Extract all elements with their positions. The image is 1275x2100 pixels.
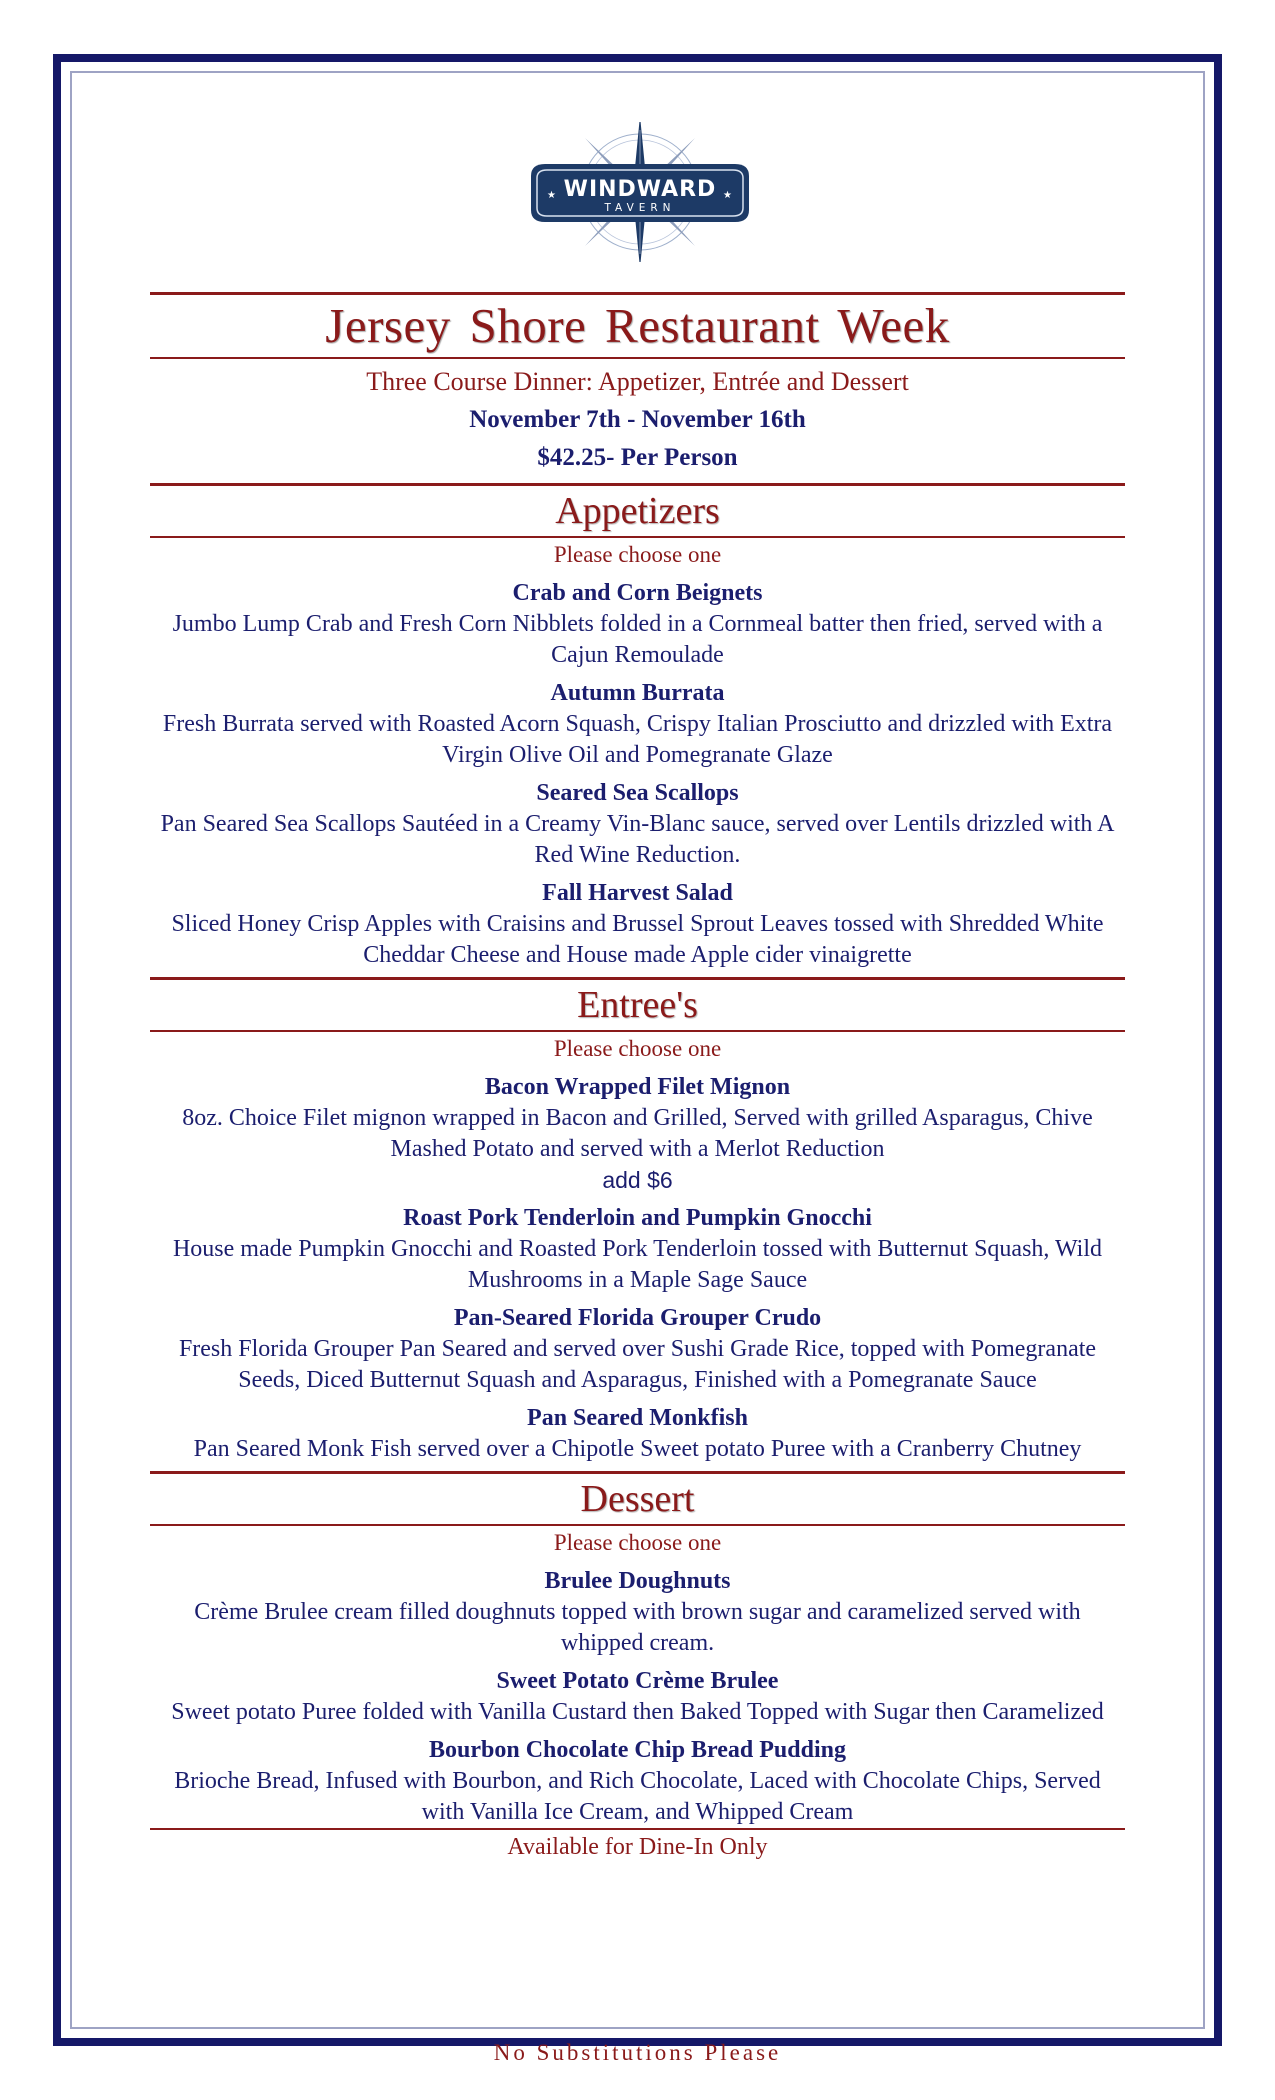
logo-banner: [531, 164, 749, 222]
menu-item-name: Pan Seared Monkfish: [527, 1405, 748, 1431]
menu-item-name: Pan-Seared Florida Grouper Crudo: [453, 1305, 822, 1331]
menu-item-name: Brulee Doughnuts: [544, 1568, 731, 1594]
menu-item-surcharge: add $6: [602, 1167, 673, 1193]
menu-dates: November 7th - November 16th: [469, 406, 806, 433]
section-entrees: [150, 977, 1125, 1465]
divider: [150, 357, 1125, 359]
menu-item-name: Bacon Wrapped Filet Mignon: [484, 1074, 791, 1100]
star-icon: ★: [547, 190, 556, 201]
windward-tavern-logo: [525, 122, 755, 264]
menu-item-description: House made Pumpkin Gnocchi and Roasted Pork Tenderloin tossed with Butternut Squash, Wild Mushrooms in a Maple Sage Sauce: [172, 1236, 1103, 1293]
menu-subtitle: Three Course Dinner: Appetizer, Entrée and Dessert: [366, 367, 909, 396]
menu-item-description: Pan Seared Monk Fish served over a Chipotle Sweet potato Puree with a Cranberry Chutney: [193, 1436, 1082, 1462]
star-icon: ★: [723, 190, 732, 201]
menu-item-name: Seared Sea Scallops: [536, 780, 739, 806]
section-title: Entree's: [577, 984, 698, 1026]
section-note: Please choose one: [553, 1530, 722, 1555]
menu-item-name: Crab and Corn Beignets: [512, 580, 763, 606]
menu-item-description: Sliced Honey Crisp Apples with Craisins and Brussel Sprout Leaves tossed with Shredded White Cheddar Cheese and House made Apple cider vinaigrette: [171, 911, 1104, 968]
menu-item-description: 8oz. Choice Filet mignon wrapped in Bacon and Grilled, Served with grilled Asparagus, Chive Mashed Potato and served with a Merlot Reduction: [182, 1105, 1093, 1162]
menu-item-name: Fall Harvest Salad: [542, 880, 733, 906]
menu-item-description: Fresh Florida Grouper Pan Seared and served over Sushi Grade Rice, topped with Pomegranate Seeds, Diced Butternut Squash and Asparagus, Finished with a Pomegranate Sauce: [178, 1336, 1097, 1393]
section-title: Dessert: [580, 1478, 695, 1520]
dine-in-note: Available for Dine-In Only: [507, 1834, 768, 1860]
logo-name: WINDWARD: [563, 177, 717, 202]
section-dessert: [150, 1471, 1125, 1828]
menu-item-name: Roast Pork Tenderloin and Pumpkin Gnocchi: [403, 1205, 872, 1231]
section-title: Appetizers: [555, 490, 720, 532]
menu-item-name: Bourbon Chocolate Chip Bread Pudding: [429, 1737, 846, 1763]
section-appetizers: [150, 483, 1125, 971]
menu-item-description: Brioche Bread, Infused with Bourbon, and Rich Chocolate, Laced with Chocolate Chips, Served with Vanilla Ice Cream, and Whipped Cream: [174, 1768, 1101, 1825]
menu-item-name: Autumn Burrata: [550, 680, 725, 706]
menu-item-description: Pan Seared Sea Scallops Sautéed in a Creamy Vin-Blanc sauce, served over Lentils drizzled with A Red Wine Reduction.: [160, 811, 1115, 868]
menu-price: $42.25- Per Person: [537, 444, 738, 471]
menu-item-description: Crème Brulee cream filled doughnuts topped with brown sugar and caramelized served with whipped cream.: [194, 1599, 1081, 1656]
section-note: Please choose one: [553, 542, 722, 567]
menu-item-description: Jumbo Lump Crab and Fresh Corn Nibblets folded in a Cornmeal batter then fried, served with a Cajun Remoulade: [172, 611, 1103, 668]
menu-item-description: Sweet potato Puree folded with Vanilla Custard then Baked Topped with Sugar then Caramelized: [171, 1699, 1104, 1725]
menu-item-name: Sweet Potato Crème Brulee: [496, 1668, 779, 1694]
section-note: Please choose one: [553, 1036, 722, 1061]
menu-item-description: Fresh Burrata served with Roasted Acorn Squash, Crispy Italian Prosciutto and drizzled with Extra Virgin Olive Oil and Pomegranate Glaze: [162, 711, 1113, 768]
menu-content: [150, 292, 1125, 1864]
logo-subname: TAVERN: [604, 202, 676, 214]
substitutions-note: No Substitutions Please: [493, 2040, 782, 2065]
menu-title: Jersey Shore Restaurant Week: [325, 298, 950, 353]
